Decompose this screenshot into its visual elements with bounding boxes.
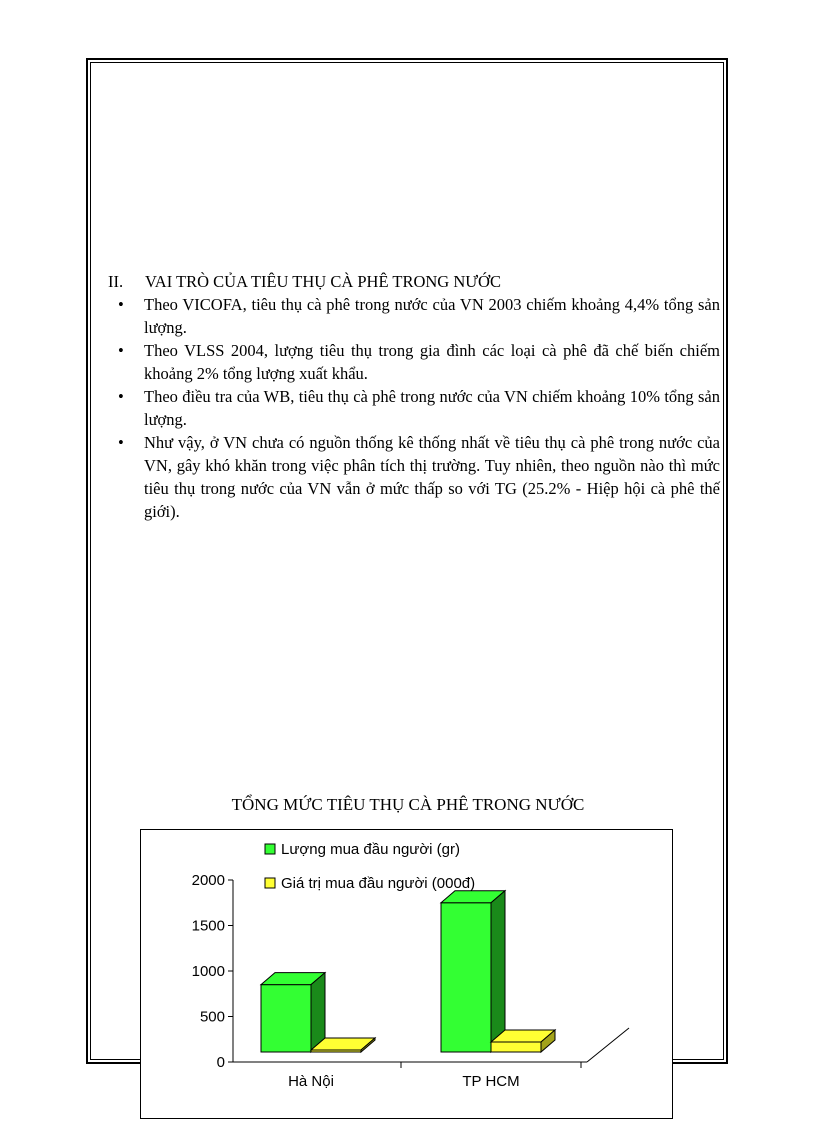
y-tick-label: 2000 [191,872,225,889]
bullet-text: Theo điều tra của WB, tiêu thụ cà phê trong nước của VN chiếm khoảng 10% tổng sản lượng. [144,387,720,429]
bar-front [261,985,311,1052]
legend-label: Lượng mua đầu người (gr) [281,841,461,858]
y-tick-label: 0 [216,1054,225,1071]
y-tick-label: 1000 [191,963,225,980]
bullet-list [108,293,720,523]
y-tick-label: 1500 [191,917,225,935]
bullet-icon: • [118,433,124,452]
bullet-text: Theo VLSS 2004, lượng tiêu thụ trong gia đình các loại cà phê đã chế biến chiếm khoảng 2% tổng lượng xuất khẩu. [144,341,720,383]
section-heading [108,270,720,293]
chart-box [140,829,673,1119]
section-number: II. [108,272,124,291]
bar-front [491,1042,541,1052]
y-tick-label: 500 [199,1008,225,1026]
x-tick-label: TP HCM [462,1073,520,1090]
list-item [108,293,720,339]
section-ii [108,270,720,523]
x-tick-label: Hà Nội [288,1073,334,1090]
bullet-text: Theo VICOFA, tiêu thụ cà phê trong nước của VN 2003 chiếm khoảng 4,4% tổng sản lượng. [144,295,720,337]
section-title: VAI TRÒ CỦA TIÊU THỤ CÀ PHÊ TRONG NƯỚC [145,272,501,291]
legend-label: Giá trị mua đầu người (000đ) [281,875,476,892]
list-item [108,385,720,431]
bullet-text: Như vậy, ở VN chưa có nguồn thống kê thống nhất về tiêu thụ cà phê trong nước của VN, gây khó khăn trong việc phân tích thị trường. Tuy nhiên, theo nguồn nào thì mức tiêu thụ trong nước của VN vẫn ở mức thấp so với TG (25.2% - Hiệp hội cà phê thế giới). [144,433,720,521]
bullet-icon: • [118,295,124,314]
bullet-icon: • [118,387,124,406]
bar-front [441,903,491,1052]
bullet-icon: • [118,341,124,360]
list-item [108,339,720,385]
bar-side [491,891,505,1052]
chart-title: TỔNG MỨC TIÊU THỤ CÀ PHÊ TRONG NƯỚC [231,795,585,814]
list-item [108,431,720,523]
legend-swatch [265,878,275,888]
legend-swatch [265,844,275,854]
floor-edge-line [587,1028,629,1062]
bar-chart [141,830,672,1118]
